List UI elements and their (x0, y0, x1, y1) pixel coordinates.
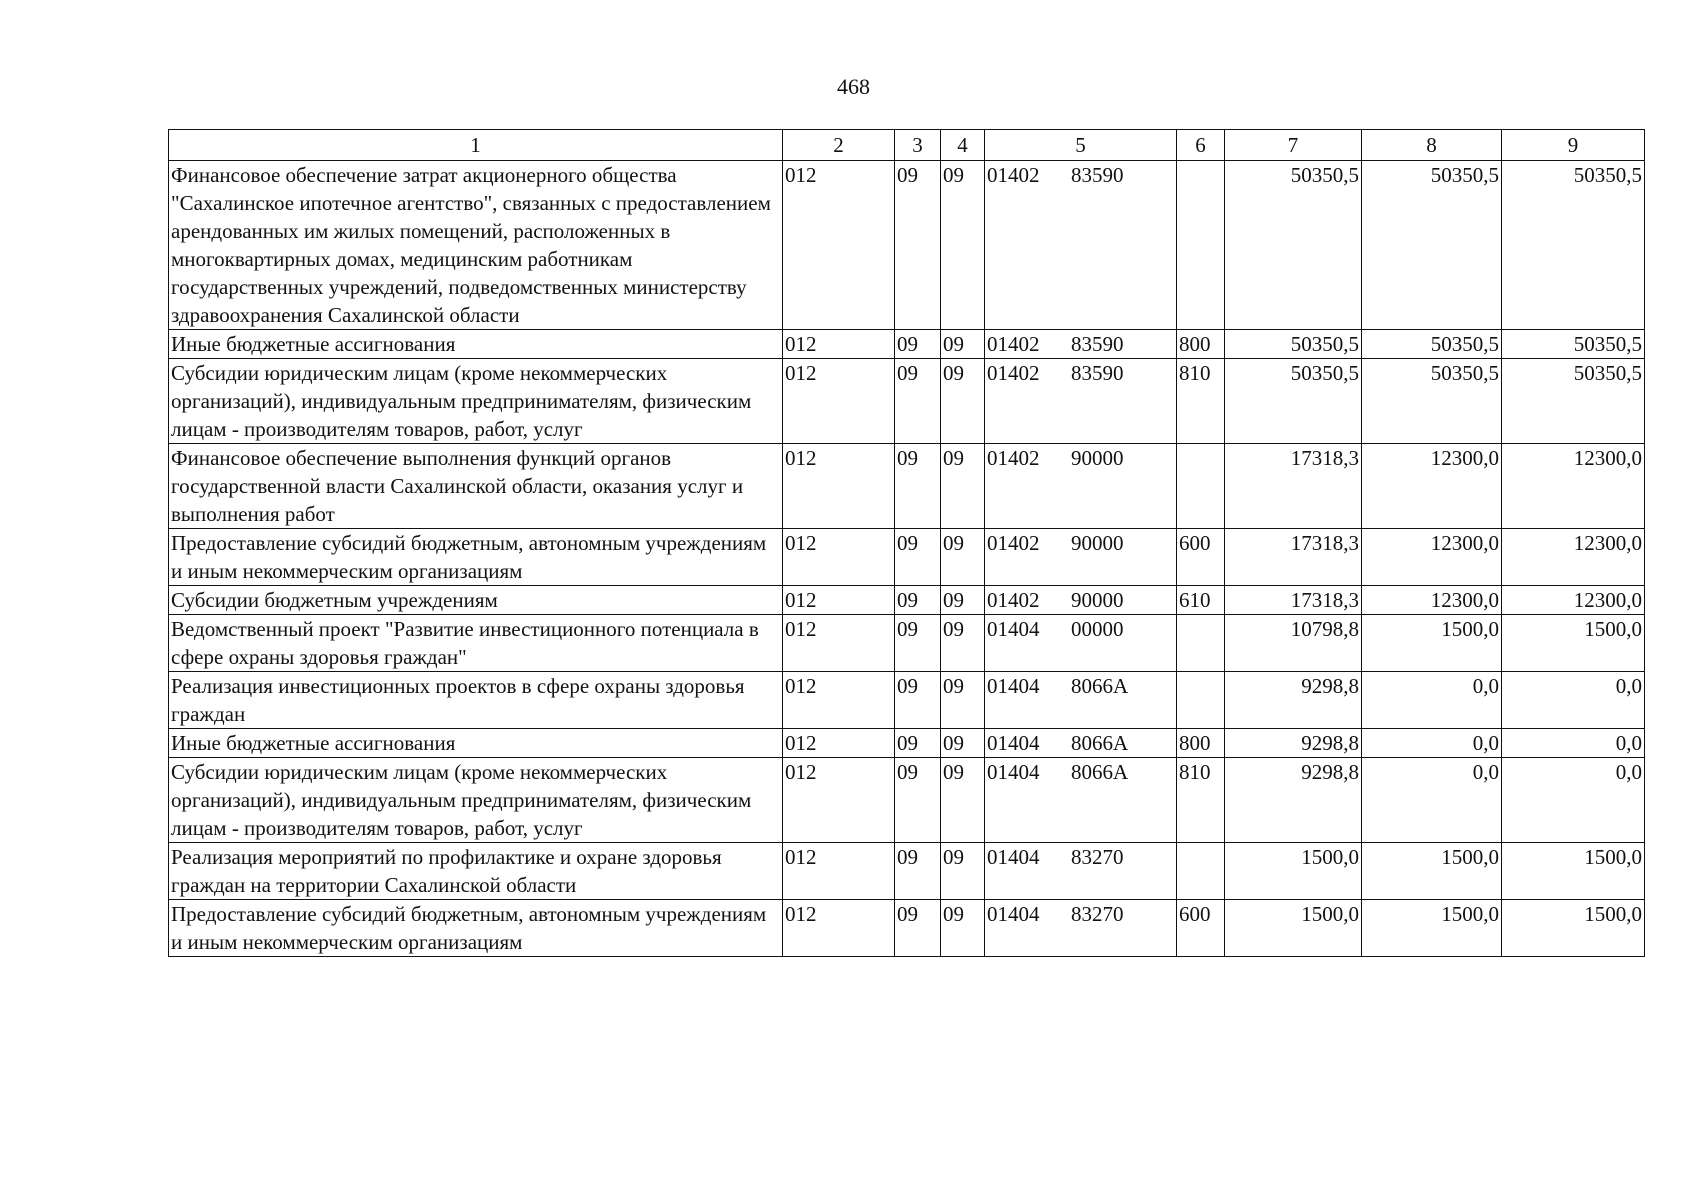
admin-code: 012 (783, 529, 895, 586)
section-code: 09 (895, 672, 941, 729)
row-name: Субсидии юридическим лицам (кроме некоммерческих организаций), индивидуальным предпринимателям, физическим лицам - производителям товаров, работ, услуг (169, 359, 783, 444)
row-name: Реализация инвестиционных проектов в сфере охраны здоровья граждан (169, 672, 783, 729)
target-article-code (985, 330, 1177, 359)
amount-year-2: 0,0 (1362, 758, 1502, 843)
section-code: 09 (895, 161, 941, 330)
table-row (169, 330, 1645, 359)
target-article-code (985, 900, 1177, 957)
target-article-code (985, 359, 1177, 444)
row-name: Субсидии бюджетным учреждениям (169, 586, 783, 615)
header-cell: 5 (985, 130, 1177, 161)
page-number: 468 (837, 74, 870, 99)
amount-year-2: 1500,0 (1362, 615, 1502, 672)
target-article-code (985, 161, 1177, 330)
section-code: 09 (895, 330, 941, 359)
target-article-code (985, 758, 1177, 843)
subsection-code: 09 (941, 161, 985, 330)
admin-code: 012 (783, 900, 895, 957)
program-code: 01402 (987, 531, 1040, 555)
row-name: Ведомственный проект "Развитие инвестиционного потенциала в сфере охраны здоровья граждан" (169, 615, 783, 672)
target-article-code (985, 843, 1177, 900)
amount-year-2: 12300,0 (1362, 529, 1502, 586)
amount-year-2: 50350,5 (1362, 359, 1502, 444)
amount-year-1: 17318,3 (1225, 444, 1362, 529)
subsection-code: 09 (941, 615, 985, 672)
direction-code: 83270 (1071, 845, 1124, 869)
admin-code: 012 (783, 330, 895, 359)
admin-code: 012 (783, 161, 895, 330)
header-cell: 4 (941, 130, 985, 161)
amount-year-1: 9298,8 (1225, 672, 1362, 729)
header-cell: 3 (895, 130, 941, 161)
expense-type-code (1177, 843, 1225, 900)
expense-type-code (1177, 672, 1225, 729)
table-row (169, 758, 1645, 843)
header-cell: 9 (1502, 130, 1645, 161)
admin-code: 012 (783, 359, 895, 444)
amount-year-3: 12300,0 (1502, 586, 1645, 615)
amount-year-1: 1500,0 (1225, 900, 1362, 957)
amount-year-1: 10798,8 (1225, 615, 1362, 672)
subsection-code: 09 (941, 900, 985, 957)
amount-year-1: 9298,8 (1225, 758, 1362, 843)
amount-year-2: 12300,0 (1362, 444, 1502, 529)
program-code: 01404 (987, 760, 1040, 784)
subsection-code: 09 (941, 586, 985, 615)
amount-year-3: 12300,0 (1502, 529, 1645, 586)
section-code: 09 (895, 529, 941, 586)
amount-year-1: 17318,3 (1225, 529, 1362, 586)
expense-type-code: 810 (1177, 359, 1225, 444)
table-row (169, 161, 1645, 330)
target-article-code (985, 444, 1177, 529)
direction-code: 8066А (1071, 760, 1129, 784)
admin-code: 012 (783, 586, 895, 615)
subsection-code: 09 (941, 444, 985, 529)
row-name: Финансовое обеспечение выполнения функций органов государственной власти Сахалинской области, оказания услуг и выполнения работ (169, 444, 783, 529)
amount-year-3: 12300,0 (1502, 444, 1645, 529)
target-article-code (985, 729, 1177, 758)
admin-code: 012 (783, 672, 895, 729)
expense-type-code: 800 (1177, 330, 1225, 359)
admin-code: 012 (783, 729, 895, 758)
amount-year-2: 12300,0 (1362, 586, 1502, 615)
direction-code: 83270 (1071, 902, 1124, 926)
amount-year-2: 0,0 (1362, 729, 1502, 758)
section-code: 09 (895, 758, 941, 843)
subsection-code: 09 (941, 330, 985, 359)
row-name: Предоставление субсидий бюджетным, автономным учреждениям и иным некоммерческим организациям (169, 900, 783, 957)
direction-code: 83590 (1071, 361, 1124, 385)
section-code: 09 (895, 729, 941, 758)
section-code: 09 (895, 359, 941, 444)
row-name: Финансовое обеспечение затрат акционерного общества "Сахалинское ипотечное агентство", связанных с предоставлением арендованных им жилых помещений, расположенных в многоквартирных домах, медицинским работникам государственных учреждений, подведомственных министерству здравоохранения Сахалинской области (169, 161, 783, 330)
amount-year-3: 50350,5 (1502, 161, 1645, 330)
header-cell: 8 (1362, 130, 1502, 161)
table-row (169, 729, 1645, 758)
admin-code: 012 (783, 843, 895, 900)
table-row (169, 843, 1645, 900)
program-code: 01404 (987, 674, 1040, 698)
amount-year-3: 0,0 (1502, 758, 1645, 843)
table-header (169, 130, 1645, 161)
program-code: 01402 (987, 446, 1040, 470)
program-code: 01404 (987, 845, 1040, 869)
direction-code: 90000 (1071, 588, 1124, 612)
direction-code: 8066А (1071, 674, 1129, 698)
header-cell: 7 (1225, 130, 1362, 161)
header-cell: 2 (783, 130, 895, 161)
expense-type-code (1177, 161, 1225, 330)
expense-type-code: 600 (1177, 529, 1225, 586)
section-code: 09 (895, 586, 941, 615)
direction-code: 90000 (1071, 531, 1124, 555)
amount-year-3: 0,0 (1502, 729, 1645, 758)
table-row (169, 529, 1645, 586)
expense-type-code (1177, 615, 1225, 672)
program-code: 01402 (987, 588, 1040, 612)
direction-code: 83590 (1071, 332, 1124, 356)
subsection-code: 09 (941, 729, 985, 758)
header-cell: 1 (169, 130, 783, 161)
amount-year-1: 50350,5 (1225, 359, 1362, 444)
amount-year-3: 50350,5 (1502, 359, 1645, 444)
section-code: 09 (895, 615, 941, 672)
amount-year-2: 50350,5 (1362, 161, 1502, 330)
expense-type-code (1177, 444, 1225, 529)
amount-year-3: 1500,0 (1502, 900, 1645, 957)
expense-type-code: 600 (1177, 900, 1225, 957)
subsection-code: 09 (941, 843, 985, 900)
admin-code: 012 (783, 444, 895, 529)
direction-code: 90000 (1071, 446, 1124, 470)
program-code: 01402 (987, 163, 1040, 187)
subsection-code: 09 (941, 359, 985, 444)
subsection-code: 09 (941, 672, 985, 729)
amount-year-1: 17318,3 (1225, 586, 1362, 615)
header-row (169, 130, 1645, 161)
direction-code: 00000 (1071, 617, 1124, 641)
program-code: 01404 (987, 731, 1040, 755)
amount-year-2: 1500,0 (1362, 900, 1502, 957)
table-row (169, 359, 1645, 444)
expense-type-code: 610 (1177, 586, 1225, 615)
row-name: Субсидии юридическим лицам (кроме некоммерческих организаций), индивидуальным предпринимателям, физическим лицам - производителям товаров, работ, услуг (169, 758, 783, 843)
program-code: 01404 (987, 902, 1040, 926)
program-code: 01402 (987, 332, 1040, 356)
amount-year-1: 50350,5 (1225, 161, 1362, 330)
budget-table (168, 129, 1645, 957)
amount-year-3: 1500,0 (1502, 615, 1645, 672)
table-row (169, 672, 1645, 729)
row-name: Иные бюджетные ассигнования (169, 729, 783, 758)
amount-year-2: 0,0 (1362, 672, 1502, 729)
program-code: 01404 (987, 617, 1040, 641)
table-row (169, 615, 1645, 672)
section-code: 09 (895, 843, 941, 900)
row-name: Предоставление субсидий бюджетным, автономным учреждениям и иным некоммерческим организациям (169, 529, 783, 586)
table-row (169, 444, 1645, 529)
table-body (169, 161, 1645, 957)
amount-year-1: 50350,5 (1225, 330, 1362, 359)
amount-year-1: 1500,0 (1225, 843, 1362, 900)
table-row (169, 586, 1645, 615)
subsection-code: 09 (941, 758, 985, 843)
subsection-code: 09 (941, 529, 985, 586)
table-row (169, 900, 1645, 957)
program-code: 01402 (987, 361, 1040, 385)
amount-year-3: 1500,0 (1502, 843, 1645, 900)
direction-code: 83590 (1071, 163, 1124, 187)
target-article-code (985, 586, 1177, 615)
target-article-code (985, 672, 1177, 729)
expense-type-code: 810 (1177, 758, 1225, 843)
admin-code: 012 (783, 615, 895, 672)
target-article-code (985, 529, 1177, 586)
direction-code: 8066А (1071, 731, 1129, 755)
section-code: 09 (895, 900, 941, 957)
amount-year-2: 50350,5 (1362, 330, 1502, 359)
amount-year-3: 0,0 (1502, 672, 1645, 729)
amount-year-2: 1500,0 (1362, 843, 1502, 900)
target-article-code (985, 615, 1177, 672)
admin-code: 012 (783, 758, 895, 843)
row-name: Иные бюджетные ассигнования (169, 330, 783, 359)
amount-year-3: 50350,5 (1502, 330, 1645, 359)
row-name: Реализация мероприятий по профилактике и охране здоровья граждан на территории Сахалинской области (169, 843, 783, 900)
amount-year-1: 9298,8 (1225, 729, 1362, 758)
expense-type-code: 800 (1177, 729, 1225, 758)
section-code: 09 (895, 444, 941, 529)
header-cell: 6 (1177, 130, 1225, 161)
